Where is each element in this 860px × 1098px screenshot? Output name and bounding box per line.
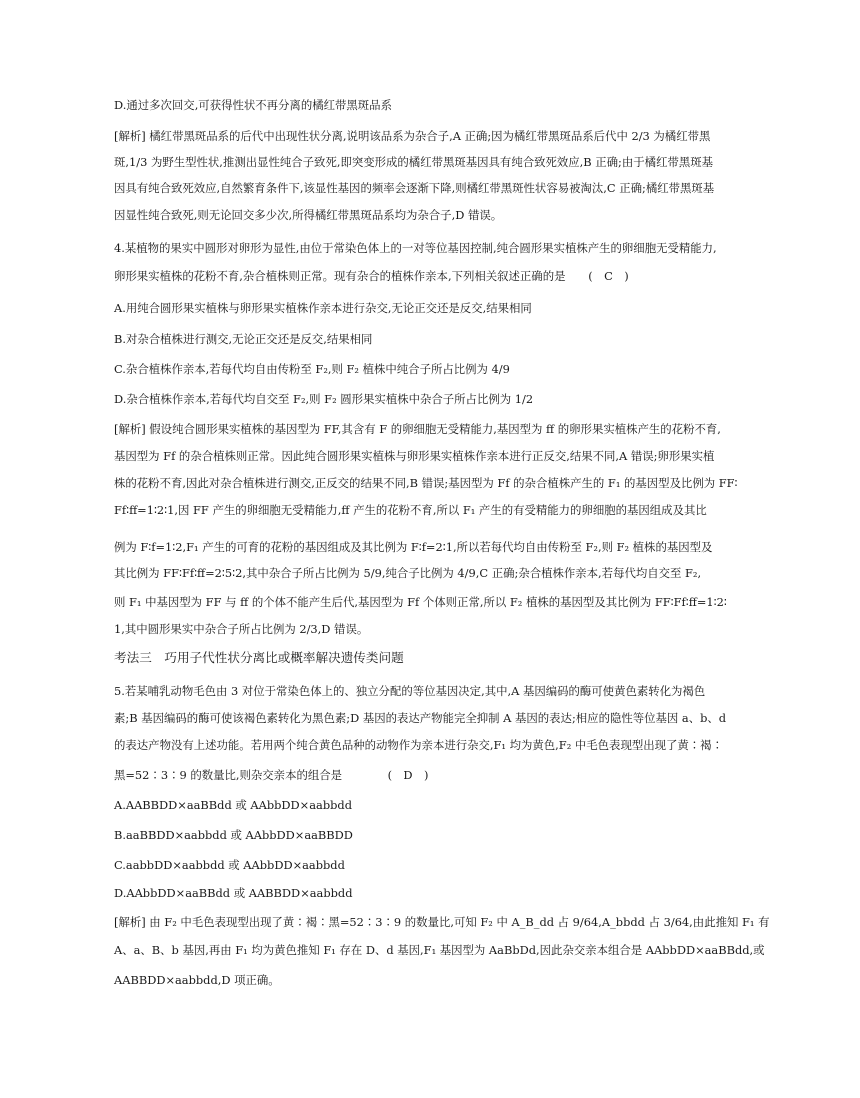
option-b-line: B.对杂合植株进行测交,无论正交还是反交,结果相同: [114, 332, 373, 346]
analysis-line: 则 F₁ 中基因型为 FF 与 ff 的个体不能产生后代,基因型为 Ff 个体则正常,所以 F₂ 植株的基因型及其比例为 FF∶Ff∶ff=1∶2∶: [114, 595, 727, 609]
analysis-line: AABBDD×aabbdd,D 项正确。: [114, 973, 280, 987]
option-d-line: D.通过多次回交,可获得性状不再分离的橘红带黑斑品系: [114, 98, 392, 112]
analysis-line: 斑,1/3 为野生型性状,推测出显性纯合子致死,即突变形成的橘红带黑斑基因具有纯合致死效应,B 正确;由于橘红带黑斑基: [114, 155, 714, 169]
section-heading: 考法三 巧用子代性状分离比或概率解决遗传类问题: [114, 650, 404, 665]
question-5-line: 素;B 基因编码的酶可使该褐色素转化为黑色素;D 基因的表达产物能完全抑制 A 基因的表达;相应的隐性等位基因 a、b、d: [114, 711, 727, 725]
analysis-line: 例为 F∶f=1∶2,F₁ 产生的可育的花粉的基因组成及其比例为 F∶f=2∶1,所以若每代均自由传粉至 F₂,则 F₂ 植株的基因型及: [114, 540, 713, 554]
option-c-line: C.aabbDD×aabbdd 或 AAbbDD×aabbdd: [114, 858, 345, 872]
option-a-line: A.AABBDD×aaBBdd 或 AAbbDD×aabbdd: [114, 798, 352, 812]
option-b-line: B.aaBBDD×aabbdd 或 AAbbDD×aaBBDD: [114, 828, 353, 842]
analysis-line: [解析] 假设纯合圆形果实植株的基因型为 FF,其含有 F 的卵细胞无受精能力,基因型为 ff 的卵形果实植株产生的花粉不育,: [114, 422, 721, 436]
question-4-line: 4.某植物的果实中圆形对卵形为显性,由位于常染色体上的一对等位基因控制,纯合圆形果实植株产生的卵细胞无受精能力,: [114, 241, 717, 255]
analysis-line: [解析] 橘红带黑斑品系的后代中出现性状分离,说明该品系为杂合子,A 正确;因为橘红带黑斑品系后代中 2/3 为橘红带黑: [114, 129, 711, 143]
analysis-line: 其比例为 FF∶Ff∶ff=2∶5∶2,其中杂合子所占比例为 5/9,纯合子比例为 4/9,C 正确;杂合植株作亲本,若每代均自交至 F₂,: [114, 566, 702, 580]
analysis-line: 因具有纯合致死效应,自然繁育条件下,该显性基因的频率会逐渐下降,则橘红带黑斑性状容易被淘汰,C 正确;橘红带黑斑基: [114, 181, 715, 195]
analysis-line: 1,其中圆形果实中杂合子所占比例为 2/3,D 错误。: [114, 622, 369, 636]
question-5-line: 5.若某哺乳动物毛色由 3 对位于常染色体上的、独立分配的等位基因决定,其中,A 基因编码的酶可使黄色素转化为褐色: [114, 684, 706, 698]
question-5-line: 的表达产物没有上述功能。若用两个纯合黄色品种的动物作为亲本进行杂交,F₁ 均为黄色,F₂ 中毛色表现型出现了黄∶褐∶: [114, 738, 723, 752]
analysis-line: [解析] 由 F₂ 中毛色表现型出现了黄∶褐∶黑=52∶3∶9 的数量比,可知 F₂ 中 A_B_dd 占 9/64,A_bbdd 占 3/64,由此推知 F₁ 有: [114, 915, 770, 929]
analysis-line: 株的花粉不育,因此对杂合植株进行测交,正反交的结果不同,B 错误;基因型为 Ff 的杂合植株产生的 F₁ 的基因型及比例为 FF∶: [114, 476, 738, 490]
option-a-line: A.用纯合圆形果实植株与卵形果实植株作亲本进行杂交,无论正交还是反交,结果相同: [114, 301, 532, 315]
analysis-line: A、a、B、b 基因,再由 F₁ 均为黄色推知 F₁ 存在 D、d 基因,F₁ 基因型为 AaBbDd,因此杂交亲本组合是 AAbbDD×aaBBdd,或: [114, 943, 765, 957]
option-c-line: C.杂合植株作亲本,若每代均自由传粉至 F₂,则 F₂ 植株中纯合子所占比例为 4/9: [114, 362, 510, 376]
analysis-line: Ff∶ff=1∶2∶1,因 FF 产生的卵细胞无受精能力,ff 产生的花粉不育,所以 F₁ 产生的有受精能力的卵细胞的基因组成及其比: [114, 503, 707, 517]
analysis-line: 基因型为 Ff 的杂合植株则正常。因此纯合圆形果实植株与卵形果实植株作亲本进行正反交,结果不同,A 错误;卵形果实植: [114, 449, 715, 463]
analysis-line: 因显性纯合致死,则无论回交多少次,所得橘红带黑斑品系均为杂合子,D 错误。: [114, 208, 503, 222]
question-4-line: 卵形果实植株的花粉不育,杂合植株则正常。现有杂合的植株作亲本,下列相关叙述正确的是 ( C ): [114, 269, 629, 283]
option-d-line: D.AAbbDD×aaBBdd 或 AABBDD×aabbdd: [114, 886, 353, 900]
option-d-line: D.杂合植株作亲本,若每代均自交至 F₂,则 F₂ 圆形果实植株中杂合子所占比例为 1/2: [114, 392, 534, 406]
question-5-line: 黑=52∶3∶9 的数量比,则杂交亲本的组合是 ( D ): [114, 768, 429, 782]
